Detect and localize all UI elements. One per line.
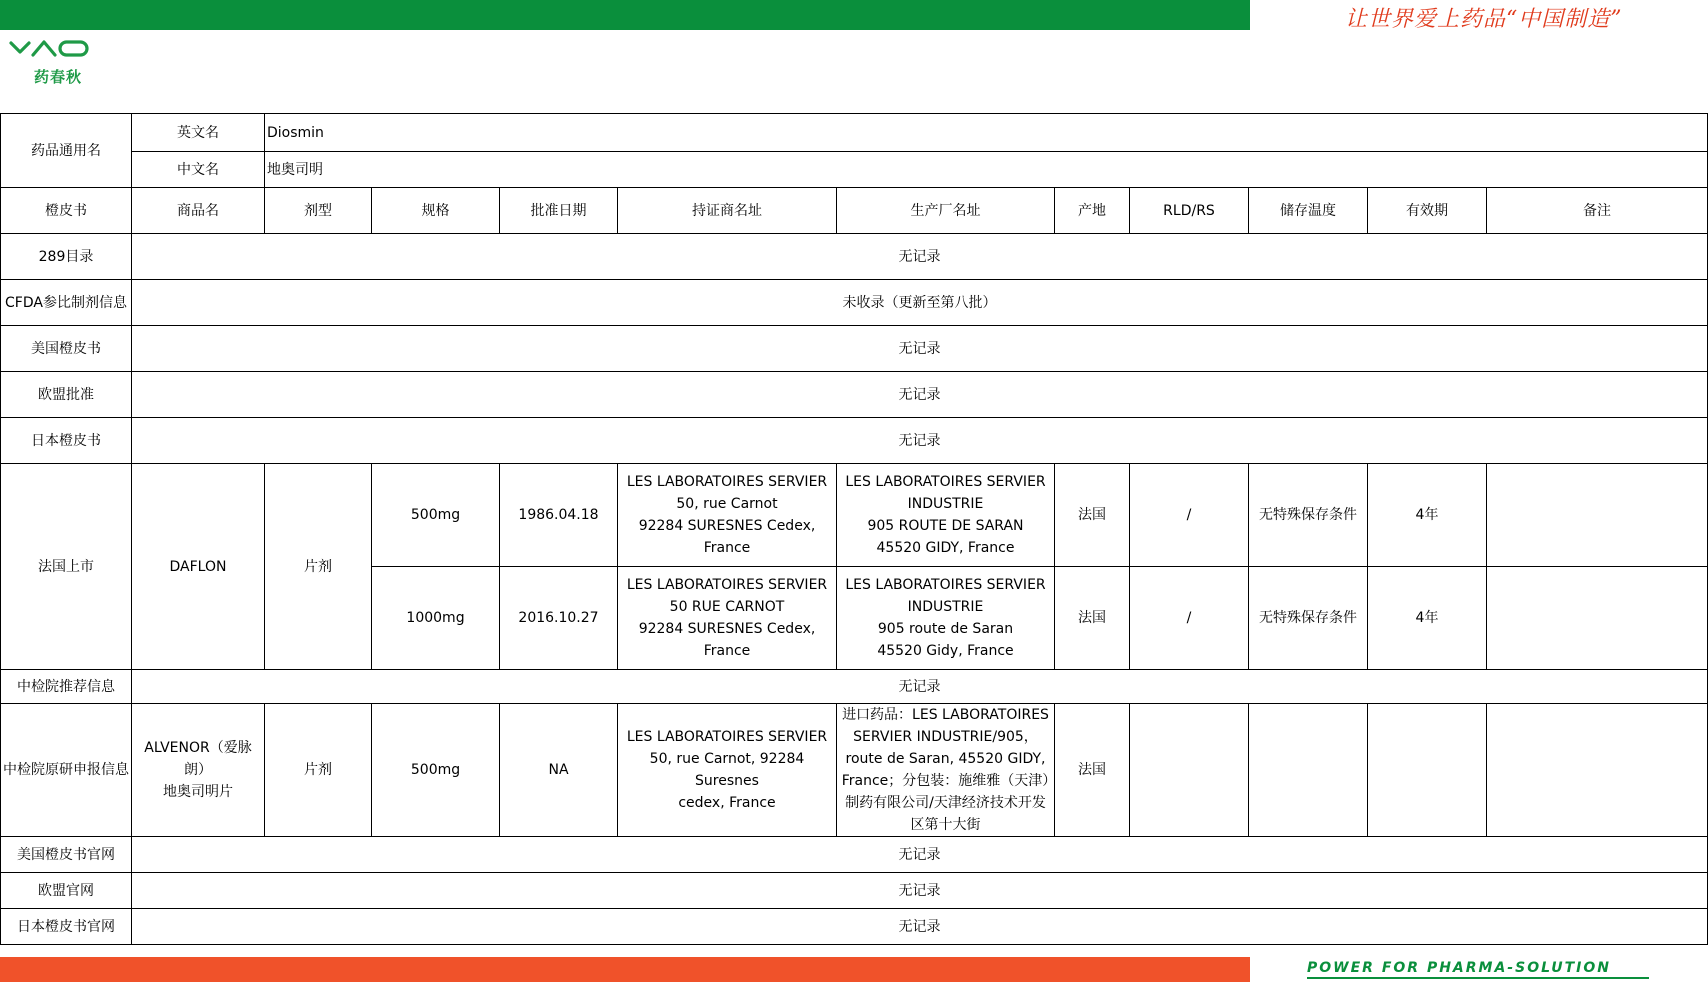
shelf-life: 4年 bbox=[1368, 567, 1487, 670]
origin: 法国 bbox=[1055, 464, 1130, 567]
generic-name-en-row bbox=[1, 114, 1708, 152]
storage: 无特殊保存条件 bbox=[1249, 567, 1368, 670]
spec: 1000mg bbox=[372, 567, 500, 670]
table-row bbox=[1, 670, 1708, 704]
origin: 法国 bbox=[1055, 704, 1130, 837]
holder-address: LES LABORATOIRES SERVIER 50 RUE CARNOT 92284 SURESNES Cedex, France bbox=[618, 567, 837, 670]
en-name-label: 英文名 bbox=[132, 114, 265, 152]
row-label: 美国橙皮书官网 bbox=[1, 837, 132, 873]
col-header: 持证商名址 bbox=[618, 188, 837, 234]
col-header: RLD/RS bbox=[1130, 188, 1249, 234]
col-header: 有效期 bbox=[1368, 188, 1487, 234]
row-label: 日本橙皮书官网 bbox=[1, 909, 132, 945]
footer-tagline: POWER FOR PHARMA-SOLUTION bbox=[1307, 960, 1611, 976]
table-row-france-1 bbox=[1, 464, 1708, 567]
note bbox=[1487, 704, 1708, 837]
spec: 500mg bbox=[372, 704, 500, 837]
bottom-orange-bar bbox=[0, 957, 1250, 982]
row-value: 无记录 bbox=[132, 418, 1708, 464]
row-label: 中检院原研申报信息 bbox=[1, 704, 132, 837]
table-row bbox=[1, 372, 1708, 418]
row-value: 无记录 bbox=[132, 909, 1708, 945]
manufacturer-address: LES LABORATOIRES SERVIER INDUSTRIE 905 ROUTE DE SARAN 45520 GIDY, France bbox=[837, 464, 1055, 567]
spec: 500mg bbox=[372, 464, 500, 567]
table-row bbox=[1, 280, 1708, 326]
top-green-bar bbox=[0, 0, 1250, 30]
table-row bbox=[1, 326, 1708, 372]
holder-address: LES LABORATOIRES SERVIER 50, rue Carnot 92284 SURESNES Cedex, France bbox=[618, 464, 837, 567]
row-value: 无记录 bbox=[132, 873, 1708, 909]
dosage-form: 片剂 bbox=[265, 704, 372, 837]
row-value: 无记录 bbox=[132, 372, 1708, 418]
storage bbox=[1249, 704, 1368, 837]
storage: 无特殊保存条件 bbox=[1249, 464, 1368, 567]
generic-name-label: 药品通用名 bbox=[1, 114, 132, 188]
col-header: 储存温度 bbox=[1249, 188, 1368, 234]
rld-rs: / bbox=[1130, 464, 1249, 567]
row-label: 欧盟批准 bbox=[1, 372, 132, 418]
row-label: 中检院推荐信息 bbox=[1, 670, 132, 704]
shelf-life: 4年 bbox=[1368, 464, 1487, 567]
col-header: 批准日期 bbox=[500, 188, 618, 234]
manufacturer-address: LES LABORATOIRES SERVIER INDUSTRIE 905 route de Saran 45520 Gidy, France bbox=[837, 567, 1055, 670]
row-label: CFDA参比制剂信息 bbox=[1, 280, 132, 326]
row-value: 无记录 bbox=[132, 670, 1708, 704]
col-header: 规格 bbox=[372, 188, 500, 234]
row-value: 无记录 bbox=[132, 234, 1708, 280]
table-row bbox=[1, 234, 1708, 280]
shelf-life bbox=[1368, 704, 1487, 837]
drug-info-table bbox=[0, 113, 1708, 945]
table-row bbox=[1, 909, 1708, 945]
col-header: 商品名 bbox=[132, 188, 265, 234]
column-header-row bbox=[1, 188, 1708, 234]
row-label: 欧盟官网 bbox=[1, 873, 132, 909]
note bbox=[1487, 464, 1708, 567]
col-header: 生产厂名址 bbox=[837, 188, 1055, 234]
row-value: 无记录 bbox=[132, 837, 1708, 873]
row-value: 无记录 bbox=[132, 326, 1708, 372]
col-header: 橙皮书 bbox=[1, 188, 132, 234]
row-label: 法国上市 bbox=[1, 464, 132, 670]
rld-rs bbox=[1130, 704, 1249, 837]
approval-date: NA bbox=[500, 704, 618, 837]
logo-chinese-name: 药春秋 bbox=[34, 68, 83, 86]
table-row-nifdc-original bbox=[1, 704, 1708, 837]
table-row bbox=[1, 418, 1708, 464]
approval-date: 1986.04.18 bbox=[500, 464, 618, 567]
row-label: 289目录 bbox=[1, 234, 132, 280]
generic-name-cn-row bbox=[1, 152, 1708, 188]
row-label: 日本橙皮书 bbox=[1, 418, 132, 464]
col-header: 产地 bbox=[1055, 188, 1130, 234]
cn-name-value: 地奥司明 bbox=[265, 152, 1708, 188]
manufacturer-address: 进口药品：LES LABORATOIRES SERVIER INDUSTRIE/905，route de Saran, 45520 GIDY, France；分包装：施维雅（天津）制药有限公司/天津经济技术开发区第十大街 bbox=[837, 704, 1055, 837]
cn-name-label: 中文名 bbox=[132, 152, 265, 188]
en-name-value: Diosmin bbox=[265, 114, 1708, 152]
col-header: 剂型 bbox=[265, 188, 372, 234]
trade-name: ALVENOR（爱脉朗） 地奥司明片 bbox=[132, 704, 265, 837]
slogan: 让世界爱上药品“中国制造” bbox=[1345, 7, 1623, 32]
holder-address: LES LABORATOIRES SERVIER 50, rue Carnot, 92284 Suresnes cedex, France bbox=[618, 704, 837, 837]
approval-date: 2016.10.27 bbox=[500, 567, 618, 670]
trade-name: DAFLON bbox=[132, 464, 265, 670]
table-row bbox=[1, 873, 1708, 909]
note bbox=[1487, 567, 1708, 670]
col-header: 备注 bbox=[1487, 188, 1708, 234]
origin: 法国 bbox=[1055, 567, 1130, 670]
row-value: 未收录（更新至第八批） bbox=[132, 280, 1708, 326]
tagline-underline bbox=[1307, 977, 1649, 979]
table-row bbox=[1, 837, 1708, 873]
dosage-form: 片剂 bbox=[265, 464, 372, 670]
rld-rs: / bbox=[1130, 567, 1249, 670]
row-label: 美国橙皮书 bbox=[1, 326, 132, 372]
